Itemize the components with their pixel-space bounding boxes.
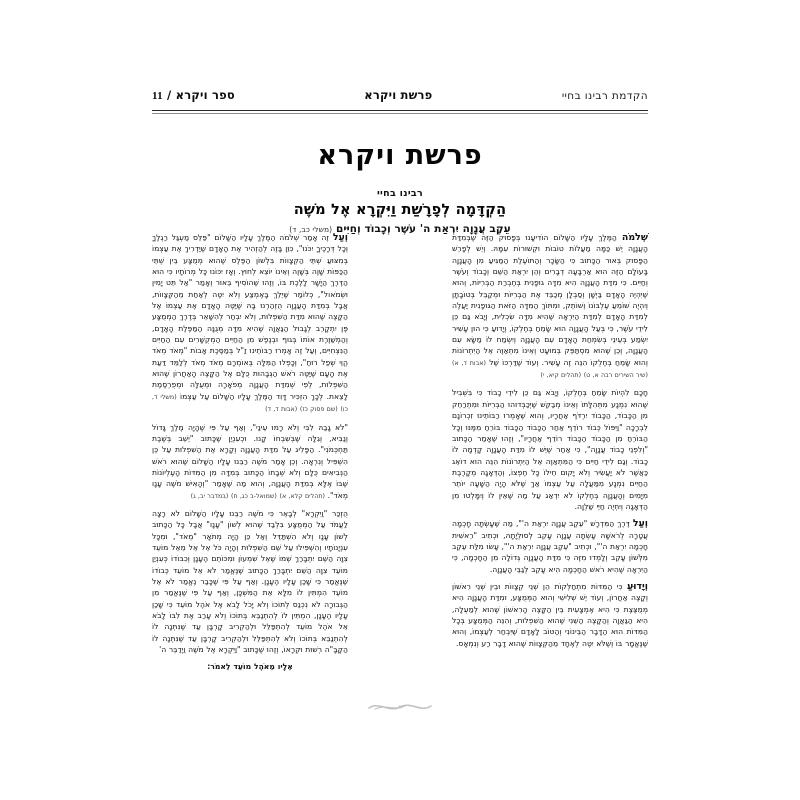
decorative-flourish-icon <box>365 700 435 714</box>
source-citation: (שיר השירים רבה א, ט) <box>583 372 648 380</box>
body-columns <box>152 232 648 700</box>
source-citation: (תהלים קיא, י) <box>540 372 582 380</box>
column-left <box>152 232 348 673</box>
paragraph-lead-word: שְׁלֹמֹה <box>621 232 648 243</box>
running-header-book: ספר ויקרא <box>175 88 235 102</box>
paragraph-text: חָכָם לִהְיוֹת שָׂמֵחַ בְּחֶלְקוֹ, וְיָבֹא גַּם כֵּן לִידֵי כָבוֹד כִּי בִּשְׁבִיל שֶׁהוּא נִמְנָע מִתְּהִלָּתוֹ וְאֵינוֹ מְבַקֵּשׁ שֶׁיְּכַבְּדוּהוּ הַבְּרִיּוֹת וּמִתְרַחֵק מִן הַכָּבוֹד, הַכָּבוֹד יִרְדֹּף אַחֲרָיו, וְהוּא שֶׁאָמְרוּ רַבּוֹתֵינוּ זִכְרוֹנָם לִבְרָכָה "וַיִּפּוֹל כְּבוֹד רוֹדֵף אַחַר הַכָּבוֹד הַכָּבוֹד בּוֹרֵחַ מִמֶּנּוּ וְכָל הַבּוֹרֵחַ מִן הַכָּבוֹד הַכָּבוֹד רוֹדֵף אַחֲרָיו", וְזֶהוּ שֶׁאָמַר הַכָּתוּב "וְלִפְנֵי כָבוֹד עֲנָוָה", כִּי אַחַר שֶׁיֵּשׁ לוֹ מִדַּת הָעֲנָוָה קָדְמָה לוֹ כָבוֹד. וְגַם לִידֵי חַיִּים כִּי הַמִּתְאַוֶּה אֵל הַיִּתְרוֹנוֹת הִנֵּה הוּא דוֹאֵג כַּאֲשֶׁר לֹא יַעֲשִׂיר וְלֹא יָקוּם חֵילוֹ כָּל חֶפְצוֹ, וְהַדְּאָגָה מְקָרֶבֶת הַחַיִּים נִמְנָע מִמַּעֲלָה עַל עַצְמוֹ אַךְ שֶׁלֹּא הָיָה הַשָּׁעָה יוֹתֵר מִיָּמִים וְהָעֲנָוָה בְּחֶלְקוֹ לֹא יִדְאַג עַל מַה שֶּׁאֵין לוֹ וְיִמָּלְטוּ מִן הַדְּאָגָה וְיִחְיֶה חַיֵּי שַׁלְוָה. <box>452 388 648 511</box>
subtitle: הַקְדָּמָה לְפָרָשַׁת וַיִּקְרָא אֶל מֹשֶׁה <box>293 202 507 219</box>
source-citation: (אבות ד, א) <box>452 359 487 367</box>
paragraph-lead-word: וְיָדוּעַ <box>626 580 648 592</box>
epigraph-verse-source: (משלי כב, ד) <box>289 225 333 235</box>
source-citation: (במדבר יב, ג) <box>190 492 229 500</box>
epigraph-verse-text: עֵקֶב עֲנָוָה יִרְאַת ה' עֹשֶׁר וְכָבוֹד וְחַיִּים <box>335 223 511 236</box>
paragraph <box>452 581 648 649</box>
paragraph <box>152 508 348 655</box>
author-attribution: רבינו בחיי <box>376 188 424 200</box>
source-citation: (אבות ד, ד) <box>265 406 298 414</box>
running-header-left <box>152 88 235 102</box>
paragraph-text: כִּי הַמִּדּוֹת מִתְחַלְּקוֹת הֵן שְׁנֵי קְצָווֹת וּבֵין שְׁנֵי רִאשׁוֹן וְקָצֶה אַחֲרוֹן, וְעוֹד יֵשׁ שְׁלִישִׁי וְהוּא הַמְּמֻצָּע, וּמִדַּת הָעֲנָוָה הִיא מְמֻצֶּצֶת כִּי הִיא אֶמְצָעִית בֵּין הַקָּצֶה הָרִאשׁוֹן שֶׁהוּא לְמַעְלָה, הִיא הַגַּאֲוָה וְהַקָּצֶה הַשֵּׁנִי שֶׁהוּא הַשִּׁפְלוּת, וְהִנֵּה הַמְּמֻצָּע בְּכָל הַמִּדּוֹת הוּא הַדָּבָר הַבֵּינוֹנִי וְהַטּוֹב לָאָדָם שֶׁיִּבְחַר לְעַצְמוֹ, וְהוּא שֶׁנֶּאֱמָר בּוֹ וְשֶׁלֹּא יִטֶּה לְאֶחָד מֵהַקְּצָווֹת שֶׁהוּא דָבָר רַע וְנִמְאָס. <box>452 581 648 648</box>
source-citation: (משלי ד, כו) <box>152 393 348 414</box>
paragraph-text: דֶּרֶךְ הַמִּדְרָשׁ "עֵקֶב עֲנָוָה יִרְאַת ה'", מַה שֶּׁעָשְׂתָה חָכְמָה עֲטָרָה לְרֹאשָׁהּ עָשְׂתָה עֲנָוָה עָקֵב לְסוּלְיָתָהּ, וּכְתִיב "רֵאשִׁית חָכְמָה יִרְאַת ה'", וּכְתִיב "עֵקֶב עֲנָוָה יִרְאַת ה'", עָשׂוּ מִלַּת עֵקֶב מִלְּשׁוֹן עָקֵב וְלָמְדוּ מִזֶּה כִּי מִדַּת הָעֲנָוָה גְּדוֹלָה מִן הַחָכְמָה, כִּי הַיִּרְאָה שֶׁהִיא רֹאשׁ הַחָכְמָה הִיא עָקֵב לְגַבֵּי הָעֲנָוָה. <box>452 519 648 574</box>
paragraph <box>452 518 648 575</box>
running-header-right: הקדמת רבינו בחיי <box>561 90 648 102</box>
source-citation: (תהלים קלא, א) <box>279 492 325 500</box>
closing-line: אֵלָיו מֵאֹהֶל מוֹעֵד לֵאמֹר: <box>207 662 293 672</box>
header-rule <box>152 110 648 111</box>
paragraph <box>152 422 348 502</box>
paragraph <box>152 232 348 416</box>
running-header-separator: / <box>167 88 172 102</box>
paragraph-text: הַמֶּלֶךְ עָלָיו הַשָּׁלוֹם הוֹדִיעָנוּ בְּפָסוּק הַזֶּה שֶׁבְּמִדַּת הָעֲנָוָה יֵשׁ כַּמָּה מַעֲלוֹת טוֹבוֹת וּקְשׁוּרוֹת עִמָּהּ. וְיֵשׁ לְפָרֵשׁ הַפָּסוּק בְּאוּר הַכָּתוּב כִּי הַשָּׂכָר וְהַתּוֹעֶלֶת הַמַּגִּיעַ מִן הָעֲנָוָה בָּעוֹלָם הַזֶּה הוּא אַרְבָּעָה דְבָרִים וְהֵן יִרְאַת הַשֵּׁם וְכָבוֹד וְעֹשֶׁר וְחַיִּים. כִּי מִדַּת הָעֲנָוָה הִיא מִדָּה גוּפָנִית בְּחֶבְרַת הַבְּרִיּוֹת, וְהוּא שֶׁיִּהְיֶה הָאָדָם בַּיְשָׁן וְסַבְלָן מְכַבֵּד אֶת הַבְּרִיּוֹת וּמְקַבֵּל בְּטוֹבָתָן וְיִהְיֶה שׁוֹמֵעַ עֶלְבּוֹנוֹ וְשׁוֹתֵק, וּמִתּוֹךְ הַמִּדָּה הַזֹּאת הַגּוּפָנִית יַעֲלֶה לְמִדַּת הָאָדָם לְמִדַּת הַיִּרְאָה שֶׁהִיא מִדָּה שִׂכְלִית, וְיָבֹא גַּם כֵּן לִידֵי עֹשֶׁר, כִּי בְּעַל הָעֲנָוָה הוּא שָׂמֵחַ בְּחֶלְקוֹ, וְיָדוּעַ כִּי הוּן עָשִׁיר יִשְׂמַע בְּעֵינֵי בְּשִׂמְחַת הָאָדָם עִם הָעֲנָוָה וְיִשְׂמַח לוֹ מַשָּׂא עִם הָעֲנָוָה, וְכֵן שֶׁהוּא מִסְתַּפֵּק בְּמוּעָט וְאֵינוֹ מִתְאַוֶּה אֵל הַיִּתְרוֹנוֹת וְהוּא שָׂמֵחַ בְּחֶלְקוֹ הִנֵּה זֶה עָשִׁיר. וְעוֹד שֶׁדַּרְכּוֹ שֶׁל <box>452 233 649 367</box>
paragraph <box>452 232 648 381</box>
paragraph-text: "לֹא גָבַהּ לִבִּי וְלֹא רָמוּ עֵינַי", וְאַף עַל פִּי שֶׁהָיָה מֶלֶךְ גָּדוֹל וְנַבִּיא, וְגִלָּה שֶׁבְּשִׁבְחוֹ קָנוּ. וּכְעִנְיַן שֶׁכָּתוּב "יֵשֵׁב בְּשֶׁבֶת תַּחְכְּמֹנִי". הַפָּלִיג עַל מִדַּת הָעֲנָוָה וְקָרָא אֶת הַשִּׁפְלוּת עַל כֵּן הִשְׁפִּיל וְנִרְאָה. וְכֵן אָמַר מֹשֶׁה רַבֵּנוּ עָלָיו הַשָּׁלוֹם שֶׁהוּא רֹאשׁ הַנְּבִיאִים כֻּלָּם וְלֹא שְׁבָחוֹ הַכָּתוּב בְּמִדָּה מִן הַמִּדּוֹת הָעֶלְיוֹנוֹת שֶׁבּוֹ אֶלָּא בְּמִדַּת הָעֲנָוָה, וְהוּא מַה שֶּׁאָמַר "וְהָאִישׁ מֹשֶׁה עָנָו מְאֹד". <box>152 422 348 500</box>
folio-number: 11 <box>152 90 163 102</box>
page-title: פרשת ויקרא <box>317 140 483 171</box>
header-rule-secondary <box>152 113 648 114</box>
source-citation: (שמואל-ב כג, ח) <box>231 492 277 500</box>
paragraph-text: זֶה אָמַר שְׁלֹמֹה הַמֶּלֶךְ עָלָיו הַשָּׁלוֹם "פַּלֵּס מַעְגַּל רַגְלֶךָ וְכָל דְּרָכֶיךָ יִכֹּנוּ", כִּוֵּן בָּזֶה לְהַזְהִיר אֶת הָאָדָם שֶׁיַּדְרִיךְ אֶת עַצְמוֹ בְּמִצּוּעַ שְׁתֵּי הַקְּצָווֹת בִּלְשׁוֹן הַפֶּלֶס שֶׁהוּא מְמֻצָּע בֵּין שְׁתֵּי הַכַּפּוֹת שָׁוֶה בְּשָׁוֶה וְאֵינוֹ יוֹצֵא לְחוּץ. וְאָז יִכּוֹנוּ כָּל מְרוֹתָיו כִּי הוּא הַדֶּרֶךְ הַיָּשָׁר לָלֶכֶת בּוֹ, וְזֶהוּ שֶׁהוֹסִיף בֵּאוּר וְאָמַר "אַל תֵּט יָמִין וּשְׂמֹאול", כְּלוֹמַר שֶׁיֵּלֵךְ בָּאֶמְצַע וְלֹא יִטֶּה לְאַחַת מֵהַקְּצָווֹת, אֲבָל בְּמִדַּת הָעֲנָוָה הֻזְהַרְנוּ בָּהּ שֶׁיַּטֶּה הָאָדָם אֶת עַצְמוֹ אֶל הַקָּצֶה שֶׁהוּא מִדַּת הַשִּׁפְלוּת, וְלֹא יִבְחַר לְהִשָּׁאֵר בְּדֶרֶךְ הַמְמֻצָּע פֶּן יִתְקָרֵב לְגָבוּל הַגַּאֲוָה שֶׁהִיא מִדָּה מְגֻנָּה הַמַּפֶּלֶת הָאָדָם, וְהַמְשַׁוֶּרֶת אוֹתוֹ בְּגוּף וּבְנֶפֶשׁ מִן הַחַיִּים הַמְקֻשָּׁרִים עִם הַחַיִּים הַנִּצְחִיִּים, וְעַל זֶה אָמְרוּ רַבּוֹתֵינוּ זַ"ל בְּמַסֶּכֶת אָבוֹת "מְאֹד מְאֹד הֱוֵי שְׁפַל רוּחַ", וְכָפְלוּ הַמִּלָּה בְּאוֹמְרָם מְאֹד מְאֹד לְלַמֵּד דַּעַת אֶת הָעָם שֶׁיַּטֶּה רֹאשׁ הַגְּבָהוּת כֻּלָּם אֶל הַקָּצֶה הָאַחֲרוֹן שֶׁהוּא הַשִּׁפְלוּת, לְפִי שְׁמִדַּת הָעֲנָוָה מְפֹאָרָה וּמְעֻלָּה וּמְפֻרְסֶמֶת לָצֵאת. לְכָךְ הִזְכִּיר דָּוִד הַמֶּלֶךְ עָלָיו הַשָּׁלוֹם עַל עַצְמוֹ <box>152 233 348 401</box>
column-right <box>452 232 648 649</box>
running-header-center: פרשת ויקרא <box>364 88 433 102</box>
paragraph-lead-word: וְעַל <box>632 518 648 530</box>
paragraph <box>452 387 648 512</box>
running-header <box>152 88 648 110</box>
title-block <box>152 140 648 235</box>
paragraph-lead-word: וְעַל <box>332 232 348 243</box>
source-citation: (שם פסוק כז) <box>299 406 338 414</box>
paragraph-text: הֻזְכַּר "וַיִּקְרָא" לְבָאֵר כִּי מֹשֶׁה רַבֵּנוּ עָלָיו הַשָּׁלוֹם לֹא רָצָה לַעֲמֹד עַל הַמְּמֻצָּע בִּלְבַד שֶׁהוּא לְשׁוֹן "עָנָו" אֲבָל כָּל הַכָּתוּב לְשׁוֹן עָנָו וְלֹא הִשְׁתַּדֵּל וְאַל כֵּן הָיָה מְתֹאָר "מְאֹד", וּמִכָּל עִנְיָנוֹתָיו וְהִשְׁפִּילוּ עַל שֵׁם הַשִּׁפְלוּת וְהָיָה כֹּל אֵל אֵל מֵאֵל מוֹעֵד צִוָּה הַשֵּׁם יִתְבָּרַךְ שְׁמוֹ שֶׁאֵל שִׁמְעוֹן וּמִכּוֹתֵם הֶעָנָן וְכִבּוֹדוֹ כְּעִנְיַן מוֹעֵד צִוָּה הַשֵּׁם יִתְבָּרַךְ הַכָּתוּב שֶׁנֶּאֱמַר לֹא אֵל מוֹעֵד כְּבוֹדוֹ שֶׁנֶּאֱמַר כִּי שָׁכַן עָלָיו הֶעָנָן. וְאַף עַל פִּי שֶׁכָּבַר נֶאֱמַר לֹא אֵל מוֹעֵד הִמְתִּין לוֹ מִלָּא אֵת הַמִּשְׁכָּן, וְאַף עַל פִּי שֶׁנֶּאֱמַר מִן הַגְּבוּרָה לֹא נִכְנַס לְתוֹכוֹ וְלֹא יָכֹל לָבֹא אֶל אֹהֶל מוֹעֵד כִּי שָׁכַן עָלָיו הֶעָנָן, הִמְתִּין לוֹ לְהִתְנַבֵּא בְּתוֹכוֹ וְלֹא עָרַב אֶת לִבּוֹ לָבֹא אֵל אֹהֶל מוֹעֵד לְהִתְפַּלֵּל וּלְהַקְרִיב קָרְבָּן עַד שֶׁנִּתְּנָה לוֹ לְהִתְנַבֵּא בְּתוֹכוֹ וְלֹא לְהִתְפַּלֵּל וּלְהַקְרִיב קָרְבָּן עַד שֶׁנִּתְּנָה לוֹ הַקָּבָּ"ה רְשׁוּת וּקְרָאוֹ, וְזֶהוּ שֶׁכָּתוּב "וַיִּקְרָא אֶל מֹשֶׁה וַיְדַבֵּר ה' <box>152 508 348 655</box>
